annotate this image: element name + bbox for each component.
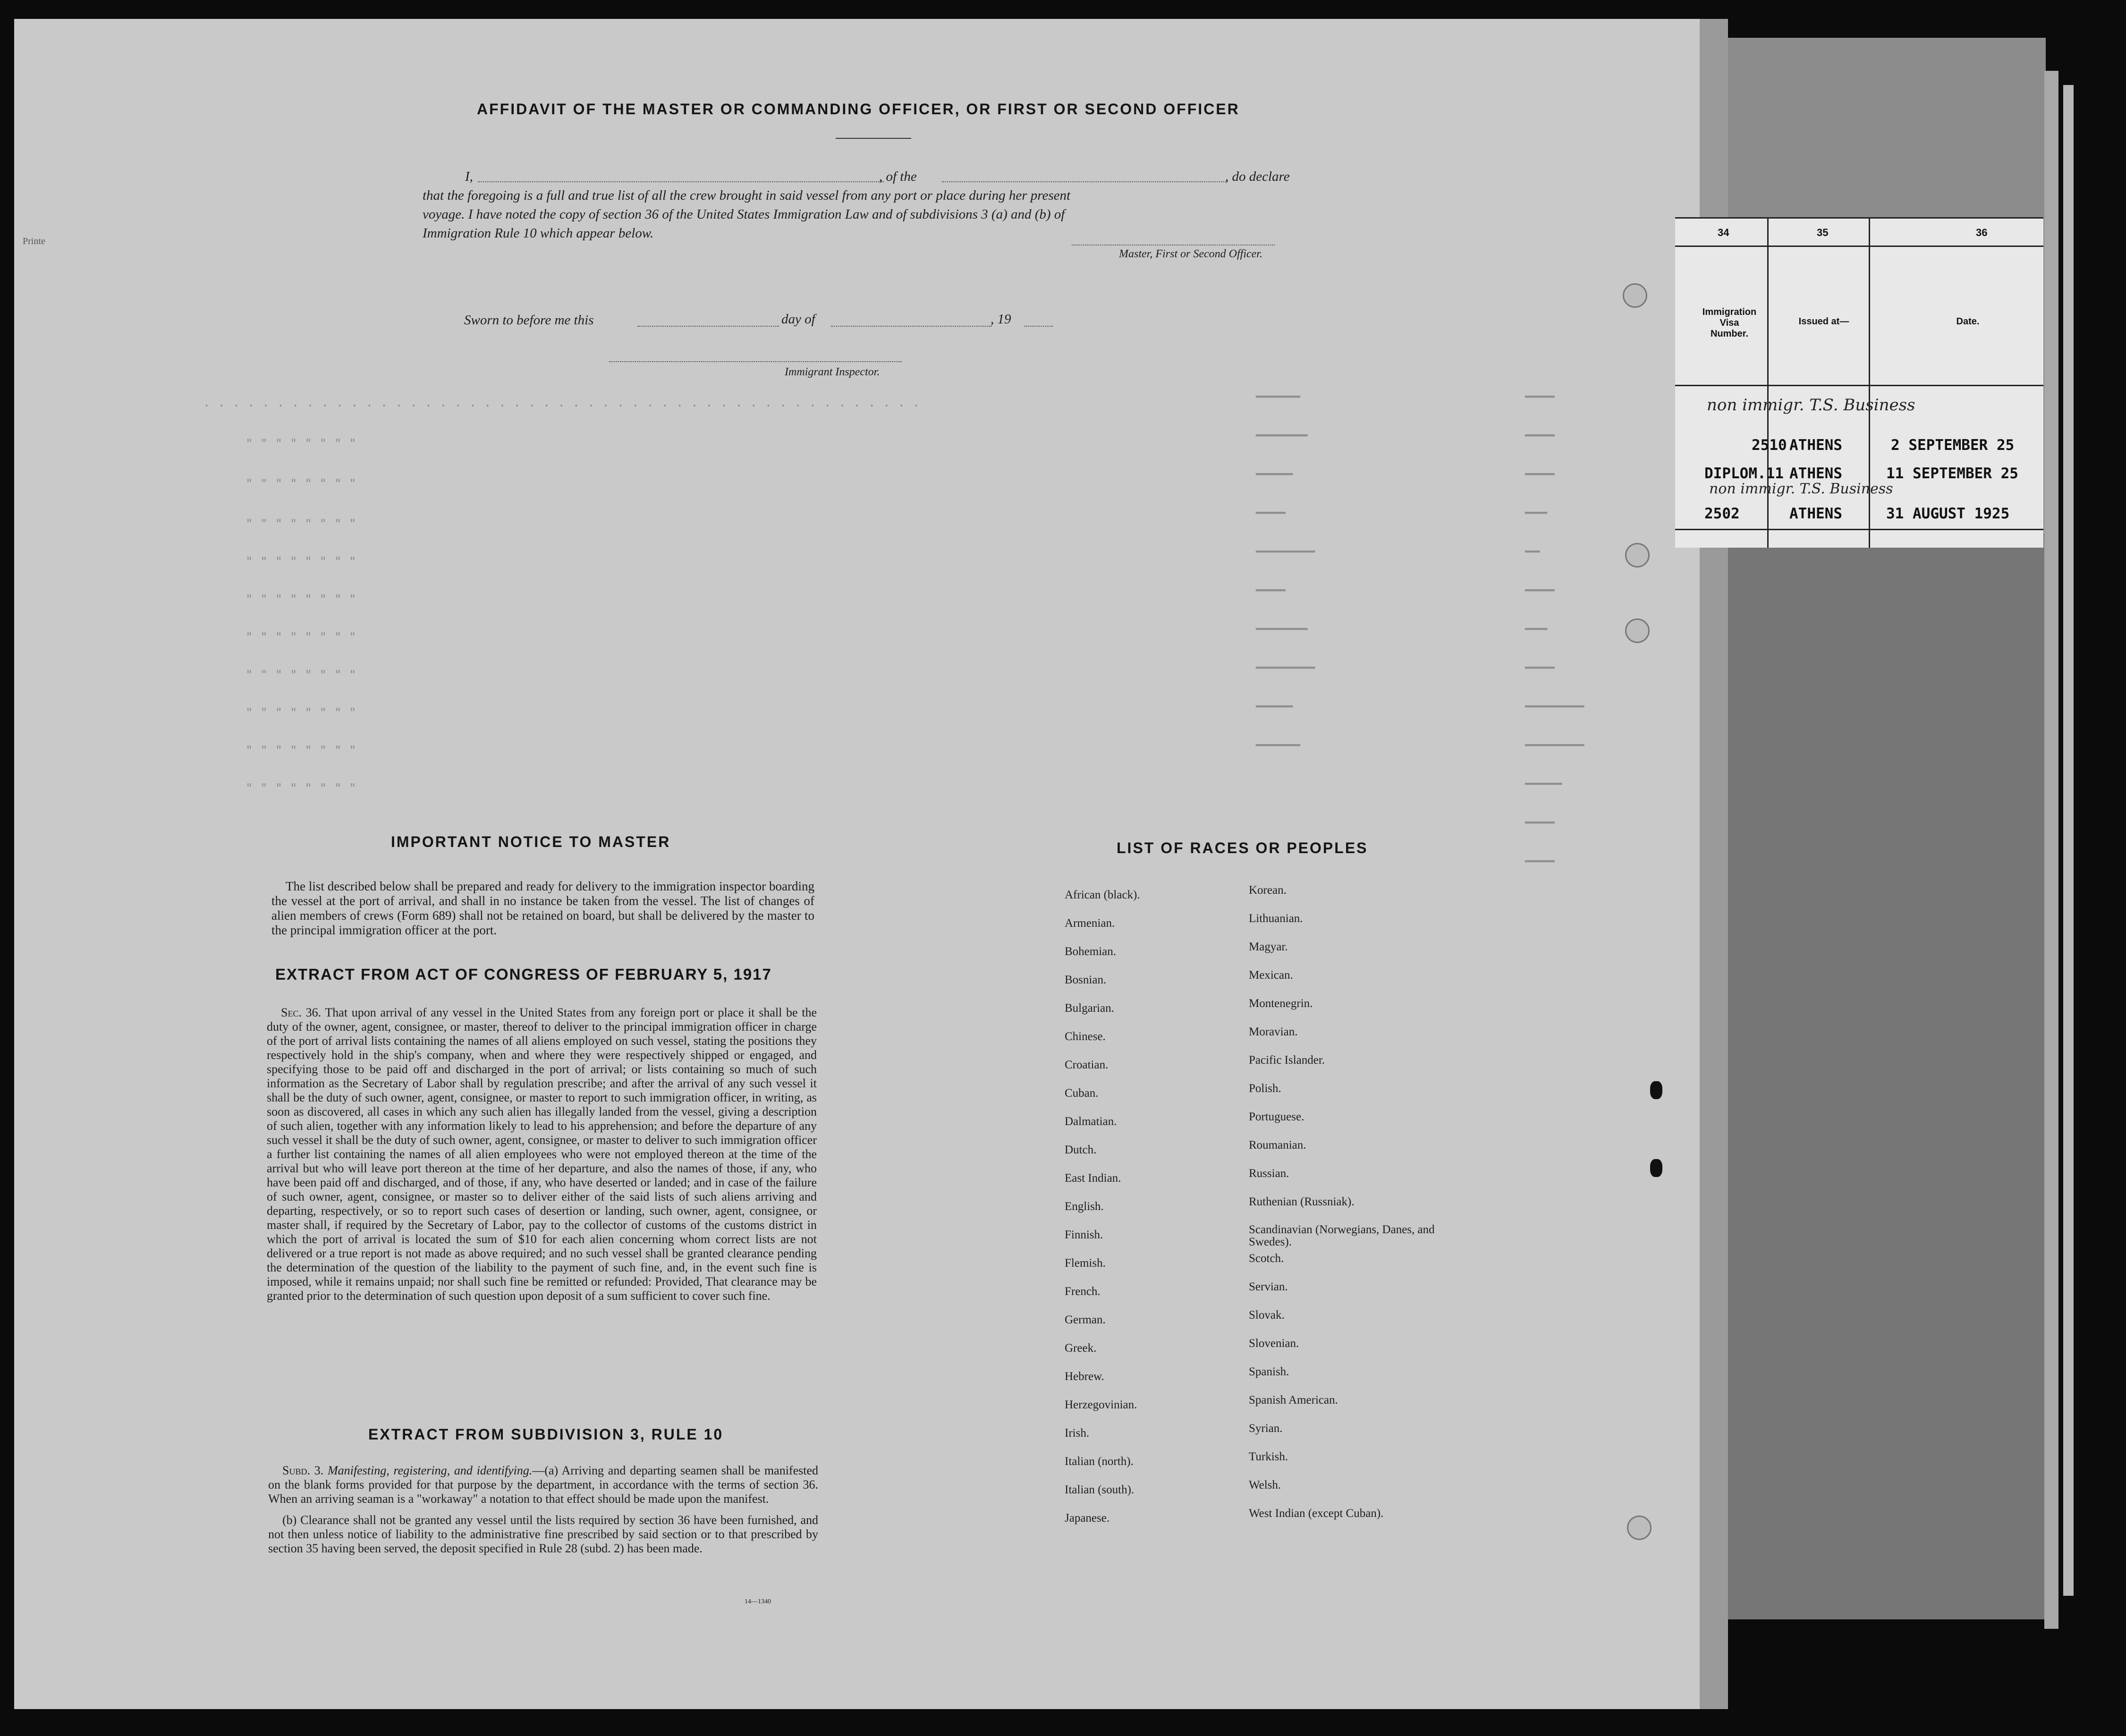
inspector-blank[interactable] [609,361,902,362]
visa-table [1675,217,2043,548]
affidavit-body-line4: Immigration Rule 10 which appear below. [423,226,654,241]
handwritten-note-1: non immigr. T.S. Business [1707,396,1915,415]
act-body: That upon arrival of any vessel in the United States from any foreign port or place it shall be the duty of the owner, agent, consignee, or master, thereof to deliver to the principal immigration officer in charge of the port of arrival lists containing the names of all aliens employed on such vessel, stating the positions they respectively hold in the ship's company, when and where they were respectively shipped or engaged, and specifying those to be paid off and discharged in the port of arrival; or lists containing so much of such information as the Secretary of Labor shall by regulation prescribe; and after the arrival of any such vessel it shall be the duty of such owner, agent, consignee, or master to report to such immigration officer, in writing, as soon as discovered, all cases in which any such alien has illegally landed from the vessel, giving a description of such alien, together with any information likely to lead to his apprehension; and before the departure of any such vessel it shall be the duty of such owner, agent, consignee, or master to deliver to such immigration officer a further list containing the names of all alien employees who were not employed thereon at the time of the arrival but who will leave port thereon at the time of her departure, and also the names of those, if any, who have been paid off and discharged, and of those, if any, who have deserted or landed; and in case of the failure of such owner, agent, consignee, or master so to deliver either of the said lists of such aliens arriving and departing, respectively, or so to report such cases of desertion or landing, such owner, agent, consignee, or master shall, if required by the Secretary of Labor, pay to the collector of customs of the customs district in which the port of arrival is located the sum of $10 for each alien concerning whom correct lists are not delivered or a true report is not made as above required; and no such vessel shall be granted clearance pending the determination of the question of the liability to the payment of such fine, and, in the event such fine is imposed, while it remains unpaid; nor shall such fine be remitted or refunded: Provided, That clearance may be granted prior to the determination of such question upon deposit of a sum sufficient to cover such fine. [267,1006,817,1303]
bleed-through-row: " " " " " " " " [246,517,356,531]
sheet-edge-strip-2 [2063,85,2074,1596]
handwritten-note-2: non immigr. T.S. Business [1709,481,1893,497]
col-number-35: 35 [1817,227,1829,238]
rule-subd-label: Subd. 3. [282,1464,324,1477]
visa-row-3-number: 2502 [1704,505,1740,522]
affidavit-body-line3: voyage. I have noted the copy of section 36 of the United States Immigration Law and of subdivisions 3 (a) and (b) of [423,207,1065,222]
rule-text-b: (b) Clearance shall not be granted any vessel until the lists required by section 36 have been furnished, and not then unless notice of liability to the administrative fine prescribed by said section or to that prescribed by section 35 having been served, the deposit specified in Rule 28 (subd. 2) has been made. [268,1513,818,1555]
act-text [267,1006,817,1303]
race-item: Slovenian. [1249,1337,1299,1350]
race-item: Cuban. [1065,1087,1099,1100]
race-item: Korean. [1249,884,1287,897]
races-column-1 [1065,889,1140,1540]
race-item: Portuguese. [1249,1110,1304,1123]
binder-hole [1627,1516,1652,1540]
sworn-day-blank[interactable] [637,326,779,327]
binder-hole [1623,283,1647,308]
binder-hole [1625,543,1650,567]
sheet-edge-strip [2044,71,2058,1629]
race-item: Italian (south). [1065,1483,1135,1496]
race-item: Polish. [1249,1082,1281,1095]
inspector-caption: Immigrant Inspector. [785,366,880,378]
rule-title: EXTRACT FROM SUBDIVISION 3, RULE 10 [368,1426,724,1443]
bleed-through-row: " " " " " " " " [246,593,356,607]
name-blank[interactable] [478,181,884,182]
visa-row-3-issued: ATHENS [1789,505,1842,522]
race-item: Servian. [1249,1280,1288,1293]
races-title: LIST OF RACES OR PEOPLES [1117,839,1368,856]
race-item: Bulgarian. [1065,1002,1114,1015]
race-item: Japanese. [1065,1512,1110,1524]
race-item: Flemish. [1065,1257,1106,1270]
race-item: Spanish. [1249,1365,1289,1378]
fastener [1650,1081,1662,1099]
rule-subd-heading: Manifesting, registering, and identifying. [328,1464,533,1477]
race-item: Italian (north). [1065,1455,1134,1468]
race-item: Lithuanian. [1249,912,1303,925]
affidavit-body-line2: that the foregoing is a full and true list of all the crew brought in said vessel from any port or place during her present [423,188,1071,203]
form-number: 14—1340 [745,1598,771,1605]
race-item: Croatian. [1065,1059,1109,1071]
vessel-blank[interactable] [942,181,1228,182]
day-of-label: day of [781,312,815,327]
affidavit-i-label: I, [465,169,473,184]
bleed-through-row: " " " " " " " " [246,630,356,644]
act-title: EXTRACT FROM ACT OF CONGRESS OF FEBRUARY 5, 1917 [275,965,772,983]
race-item: Irish. [1065,1427,1090,1440]
bleed-through-row: " " " " " " " " [246,477,356,491]
binder-hole [1625,618,1650,643]
bleed-through-row: " " " " " " " " [246,781,356,796]
race-item: Syrian. [1249,1422,1283,1435]
visa-row-2-number: DIPLOM.11 [1704,465,1784,482]
rule-text-a [268,1464,818,1506]
race-item: Scandinavian (Norwegians, Danes, and Swedes). [1249,1223,1435,1248]
affidavit-declare-label: , do declare [1225,169,1290,184]
bleed-through-row: " " " " " " " " [246,744,356,758]
header-issued-at: Issued at— [1798,316,1849,327]
race-item: Montenegrin. [1249,997,1313,1010]
race-item: Dalmatian. [1065,1115,1117,1128]
race-item: Bosnian. [1065,974,1107,986]
header-visa-number: Immigration Visa Number. [1702,307,1757,339]
year-label: , 19 [991,312,1011,327]
race-item: Chinese. [1065,1030,1106,1043]
bleed-through-row: " " " " " " " " [246,555,356,569]
bleed-through-col: ━━━━ ━━━━ ━━━━ ━━━ ━━ ━━━━ ━━━ ━━━━ ━━━━━━━━ ━━━━━━━━ ━━━━━ ━━━━ ━━━━ [1525,390,1584,869]
manifest-page [14,19,1702,1709]
affidavit-of-the-label: , of the [879,169,917,184]
act-sec-label: Sec. 36. [281,1006,322,1019]
race-item: Magyar. [1249,940,1288,953]
signature-caption: Master, First or Second Officer. [1119,248,1262,260]
race-item: Finnish. [1065,1228,1103,1241]
bleed-through-row: · · · · · · · · · · · · · · · · · · · · · · · · · · · · · · · · · · · · · · · · · · · · · · · · · [203,399,920,413]
race-item: French. [1065,1285,1101,1298]
visa-row-1-date: 2 SEPTEMBER 25 [1891,437,2015,454]
race-item: East Indian. [1065,1172,1121,1185]
col-number-34: 34 [1718,227,1729,238]
col-number-36: 36 [1976,227,1988,238]
sworn-label: Sworn to before me this [464,313,594,328]
rule-body-a: —(a) Arriving and departing seamen shall be manifested on the blank forms provided for that purpose by the department, in accordance with the terms of section 36. When an arriving seaman is a "workaway" a notation to that effect should be made upon the manifest. [268,1464,818,1506]
visa-row-3-date: 31 AUGUST 1925 [1886,505,2010,522]
visa-row-1-issued: ATHENS [1789,437,1842,454]
bleed-through-col: ━━━━━━ ━━━━━━━ ━━━━━ ━━━━ ━━━━━━━━ ━━━━ ━━━━━━━ ━━━━━━━━ ━━━━━ ━━━━━━ [1256,390,1315,753]
race-item: Ruthenian (Russniak). [1249,1195,1355,1208]
race-item: Welsh. [1249,1479,1281,1491]
bleed-through-row: " " " " " " " " [246,668,356,682]
race-item: West Indian (except Cuban). [1249,1507,1384,1520]
notice-text: The list described below shall be prepared and ready for delivery to the immigration inspector boarding the vessel at the port of arrival, and shall in no instance be taken from the vessel. The list of changes of alien members of crews (Form 689) shall not be retained on board, but shall be delivered by the master to the principal immigration officer at the port. [271,879,814,937]
sworn-year-blank[interactable] [1025,326,1053,327]
race-item: Mexican. [1249,969,1293,982]
race-item: Hebrew. [1065,1370,1104,1383]
race-item: Turkish. [1249,1450,1288,1463]
title-rule [836,138,911,139]
notice-title: IMPORTANT NOTICE TO MASTER [391,833,671,850]
race-item: Pacific Islander. [1249,1054,1325,1067]
race-item: Moravian. [1249,1025,1298,1038]
visa-row-1-number: 2510 [1752,437,1787,454]
race-item: Greek. [1065,1342,1097,1355]
affidavit-title: AFFIDAVIT OF THE MASTER OR COMMANDING OFFICER, OR FIRST OR SECOND OFFICER [477,101,1240,118]
signature-blank[interactable] [1072,245,1275,246]
race-item: African (black). [1065,889,1140,901]
header-date: Date. [1956,316,1980,327]
fastener [1650,1159,1662,1177]
race-item: Bohemian. [1065,945,1117,958]
race-item: Dutch. [1065,1143,1097,1156]
race-item: Roumanian. [1249,1139,1306,1152]
race-item: Russian. [1249,1167,1289,1180]
visa-row-2-issued: ATHENS [1789,465,1842,482]
race-item: German. [1065,1313,1106,1326]
visa-row-2-date: 11 SEPTEMBER 25 [1886,465,2018,482]
race-item: Herzegovinian. [1065,1398,1137,1411]
race-item: Spanish American. [1249,1394,1338,1406]
bleed-through-row: " " " " " " " " [246,437,356,451]
race-item: Armenian. [1065,917,1115,930]
race-item: English. [1065,1200,1104,1213]
races-column-2 [1249,884,1447,1535]
margin-text: Printe [23,236,45,246]
sworn-month-blank[interactable] [831,326,991,327]
bleed-through-row: " " " " " " " " [246,706,356,720]
race-item: Slovak. [1249,1309,1285,1321]
race-item: Scotch. [1249,1252,1284,1265]
